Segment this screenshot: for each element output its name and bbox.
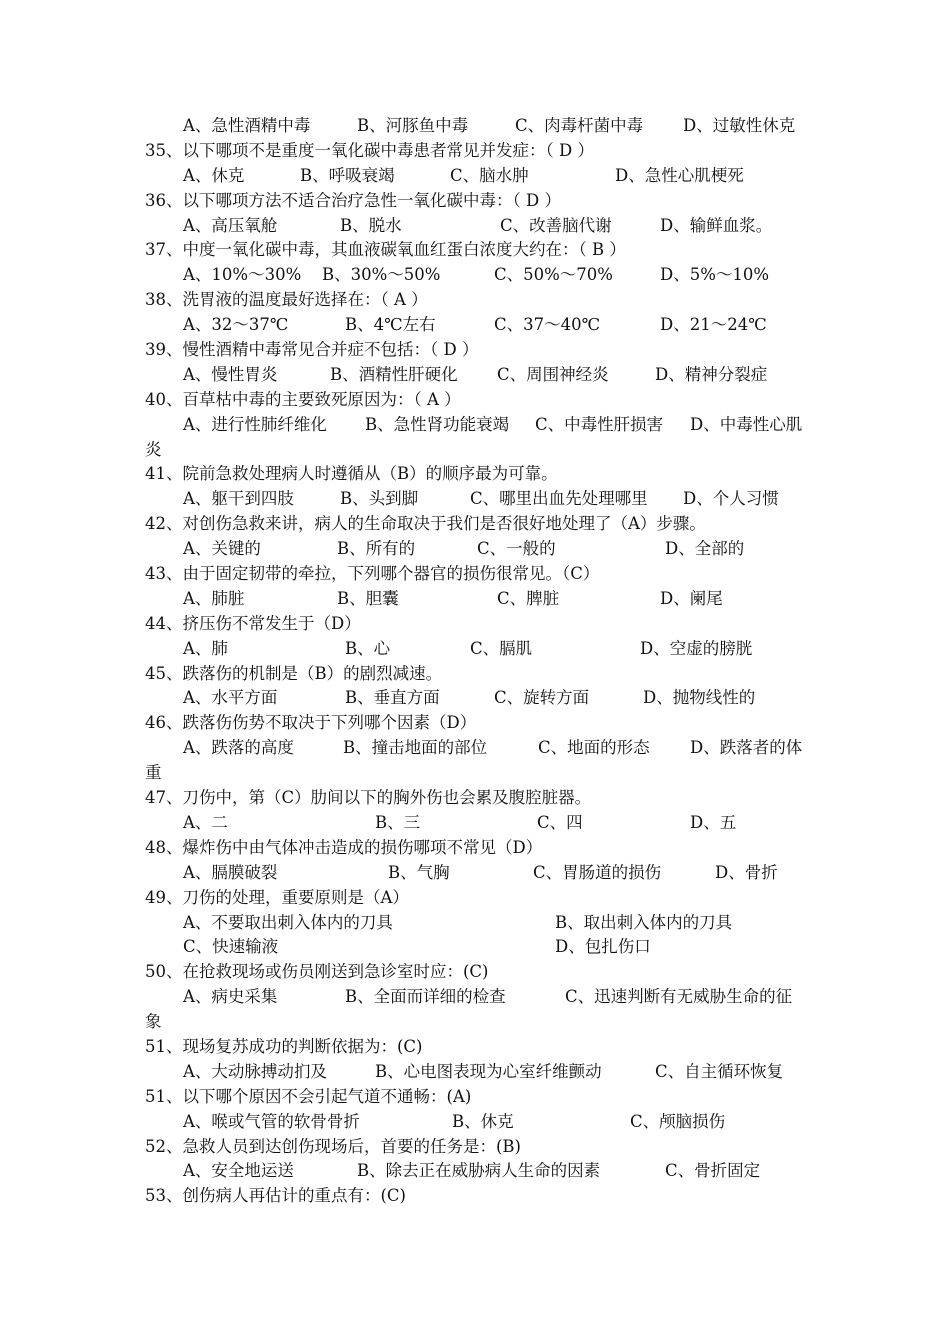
option-text: A、进行性肺纤维化: [183, 414, 327, 434]
option-text: A、躯干到四肢: [183, 489, 294, 509]
option-text: A、高压氧舱: [183, 215, 278, 235]
option-text: A、肺脏: [183, 588, 245, 608]
option-text: D、5%～10%: [660, 265, 770, 285]
option-text: C、50%～70%: [494, 265, 613, 285]
option-text: C、四: [537, 812, 583, 832]
option-row: [0, 537, 950, 562]
option-row: [0, 587, 950, 612]
option-text: B、30%～50%: [322, 265, 441, 285]
option-row: [0, 911, 950, 936]
option-text: B、垂直方面: [345, 688, 440, 708]
question-text: 51、以下哪个原因不会引起气道不通畅：(A): [145, 1086, 472, 1106]
question-text: 48、爆炸伤中由气体冲击造成的损伤哪项不常见（D）: [145, 837, 543, 857]
question-text: 50、在抢救现场或伤员刚送到急诊室时应：(C): [145, 962, 489, 982]
option-row: [0, 263, 950, 288]
option-text: C、自主循环恢复: [655, 1061, 784, 1081]
option-text: D、跌落者的体: [690, 738, 803, 758]
option-text: D、个人习惯: [683, 489, 779, 509]
question-text: 35、以下哪项不是重度一氧化碳中毒患者常见并发症：（ D ）: [145, 140, 594, 160]
option-text: D、21～24℃: [660, 315, 767, 335]
option-text: C、胃肠道的损伤: [533, 862, 662, 882]
option-row: [0, 811, 950, 836]
question-text: 46、跌落伤伤势不取决于下列哪个因素（D）: [145, 713, 477, 733]
option-row: [0, 363, 950, 388]
option-text: B、4℃左右: [345, 315, 436, 335]
option-text: B、心: [345, 638, 391, 658]
option-text: B、急性肾功能衰竭: [365, 414, 510, 434]
continuation-text: 炎: [145, 439, 162, 459]
option-text: A、病史采集: [183, 987, 278, 1007]
option-text: D、急性心肌梗死: [615, 165, 744, 185]
option-text: A、二: [183, 812, 228, 832]
question-text: 40、百草枯中毒的主要致死原因为：（ A ）: [145, 389, 461, 409]
option-text: A、跌落的高度: [183, 738, 294, 758]
option-row: [0, 413, 950, 438]
option-text: B、撞击地面的部位: [343, 738, 488, 758]
option-text: A、水平方面: [183, 688, 278, 708]
option-text: A、急性酒精中毒: [183, 116, 311, 135]
continuation-text: 象: [145, 1012, 162, 1032]
option-text: B、休克: [452, 1111, 514, 1131]
question-text: 36、以下哪项方法不适合治疗急性一氧化碳中毒：（ D ）: [145, 190, 561, 210]
option-text: C、迅速判断有无威胁生命的征: [565, 987, 793, 1007]
option-text: C、脾脏: [497, 588, 560, 608]
option-row: [0, 736, 950, 761]
option-text: B、气胸: [388, 862, 450, 882]
option-text: C、骨折固定: [665, 1161, 761, 1181]
option-text: D、包扎伤口: [555, 937, 651, 957]
option-row: [0, 861, 950, 886]
option-text: D、空虚的膀胱: [640, 638, 753, 658]
question-text: 45、跌落伤的机制是（B）的剧烈减速。: [145, 663, 443, 683]
option-text: B、三: [375, 812, 421, 832]
option-text: A、10%～30%: [183, 265, 302, 285]
option-text: C、旋转方面: [494, 688, 590, 708]
option-text: D、全部的: [665, 539, 745, 559]
option-row: [0, 1159, 950, 1184]
option-row: [0, 164, 950, 189]
question-text: 39、慢性酒精中毒常见合并症不包括：（ D ）: [145, 340, 479, 360]
option-text: A、慢性胃炎: [183, 364, 278, 384]
option-row: [0, 313, 950, 338]
question-text: 37、中度一氧化碳中毒，其血液碳氧血红蛋白浓度大约在：（ B ）: [145, 240, 626, 260]
question-text: 38、洗胃液的温度最好选择在：（ A ）: [145, 290, 428, 310]
option-text: D、抛物线性的: [643, 688, 756, 708]
option-text: C、肉毒杆菌中毒: [515, 116, 644, 135]
option-text: C、脑水肿: [450, 165, 529, 185]
option-text: A、膈膜破裂: [183, 862, 278, 882]
option-text: C、一般的: [477, 539, 556, 559]
option-text: A、安全地运送: [183, 1161, 294, 1181]
option-text: B、脱水: [340, 215, 402, 235]
option-text: C、周围神经炎: [497, 364, 609, 384]
option-text: D、过敏性休克: [683, 116, 796, 135]
option-text: B、全面而详细的检查: [345, 987, 506, 1007]
option-row: [0, 114, 950, 139]
option-text: D、输鲜血浆。: [660, 215, 773, 235]
option-text: B、心电图表现为心室纤维颤动: [375, 1061, 602, 1081]
option-text: C、快速输液: [183, 937, 279, 957]
option-text: A、喉或气管的软骨骨折: [183, 1111, 360, 1131]
option-text: C、颅脑损伤: [630, 1111, 726, 1131]
option-text: A、休克: [183, 165, 245, 185]
option-row: [0, 637, 950, 662]
option-text: D、五: [690, 812, 737, 832]
option-text: D、中毒性心肌: [690, 414, 803, 434]
question-text: 44、挤压伤不常发生于（D）: [145, 613, 361, 633]
option-row: [0, 985, 950, 1010]
option-row: [0, 487, 950, 512]
option-text: B、所有的: [337, 539, 416, 559]
option-row: [0, 1060, 950, 1085]
option-text: D、骨折: [715, 862, 778, 882]
option-text: D、精神分裂症: [655, 364, 768, 384]
option-text: A、32～37℃: [183, 315, 289, 335]
document-body: [0, 114, 950, 1209]
option-row: [0, 214, 950, 239]
option-text: A、不要取出刺入体内的刀具: [183, 912, 393, 932]
question-text: 49、刀伤的处理，重要原则是（A）: [145, 887, 409, 907]
option-text: B、除去正在威胁病人生命的因素: [357, 1161, 601, 1181]
option-text: A、关键的: [183, 539, 261, 559]
option-text: C、膈肌: [470, 638, 533, 658]
option-text: B、胆囊: [337, 588, 399, 608]
question-text: 43、由于固定韧带的牵拉，下列哪个器官的损伤很常见。（C）: [145, 564, 600, 584]
option-text: D、阑尾: [660, 588, 723, 608]
option-text: C、改善脑代谢: [500, 215, 612, 235]
option-text: C、37～40℃: [494, 315, 601, 335]
option-text: B、呼吸衰竭: [300, 165, 395, 185]
question-text: 41、院前急救处理病人时遵循从（B）的顺序最为可靠。: [145, 464, 558, 484]
option-row: [0, 686, 950, 711]
question-text: 52、急救人员到达创伤现场后，首要的任务是：(B): [145, 1136, 521, 1156]
question-text: 51、现场复苏成功的判断依据为：(C): [145, 1036, 423, 1056]
option-text: C、哪里出血先处理哪里: [470, 489, 648, 509]
question-text: 53、创伤病人再估计的重点有：(C): [145, 1186, 406, 1206]
option-row: [0, 1110, 950, 1135]
option-text: C、中毒性肝损害: [535, 414, 664, 434]
option-text: A、大动脉搏动扪及: [183, 1061, 327, 1081]
option-text: A、肺: [183, 638, 228, 658]
option-text: C、地面的形态: [538, 738, 650, 758]
question-text: 47、刀伤中，第（C）肋间以下的胸外伤也会累及腹腔脏器。: [145, 788, 592, 808]
continuation-text: 重: [145, 763, 162, 783]
option-text: B、酒精性肝硬化: [330, 364, 458, 384]
question-text: 42、对创伤急救来讲，病人的生命取决于我们是否很好地处理了（A）步骤。: [145, 514, 706, 534]
option-text: B、河豚鱼中毒: [357, 116, 469, 135]
option-text: B、取出刺入体内的刀具: [555, 912, 733, 932]
option-text: B、头到脚: [340, 489, 419, 509]
option-row: [0, 935, 950, 960]
